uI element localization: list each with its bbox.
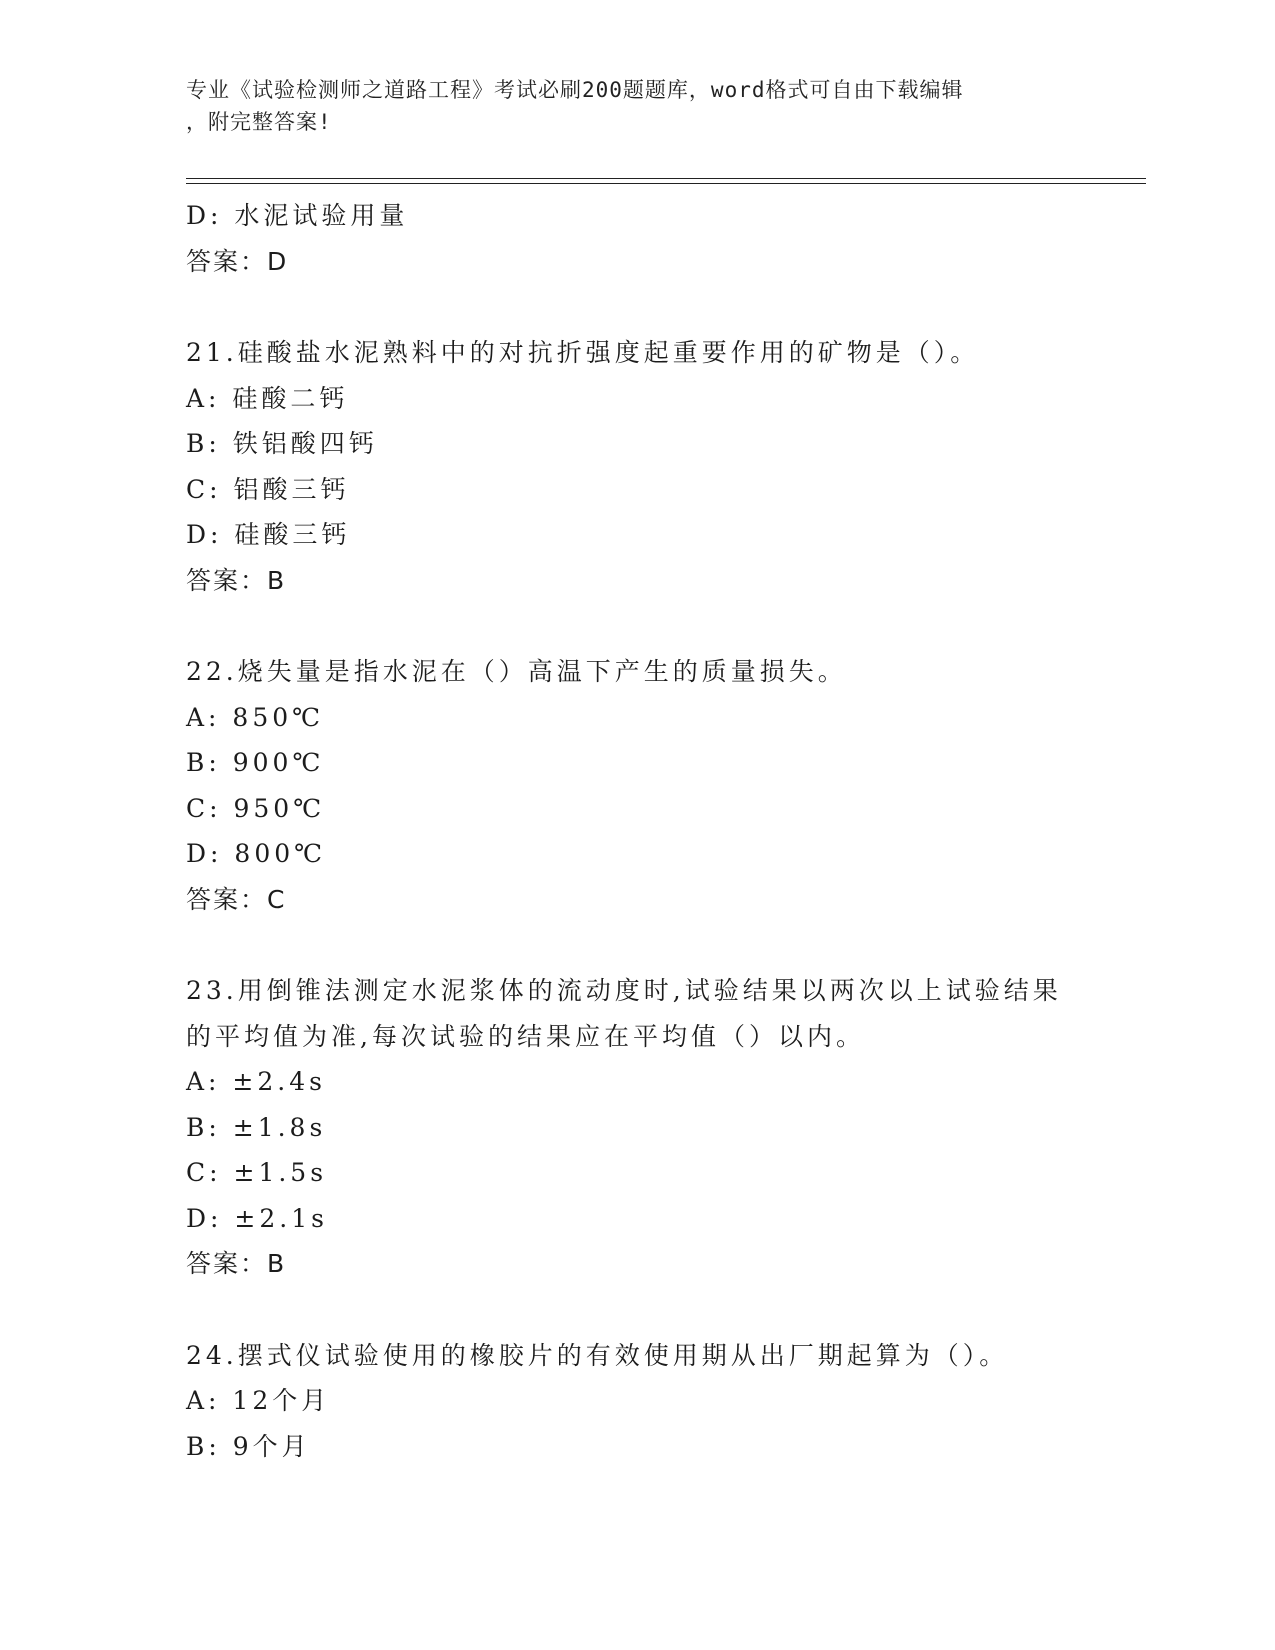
page-header bbox=[186, 74, 1066, 138]
option-a: A: ±2.4s bbox=[186, 1067, 326, 1096]
option-c: C: ±1.5s bbox=[186, 1158, 328, 1187]
option-c: C: 950℃ bbox=[186, 793, 326, 823]
question-list bbox=[186, 193, 1086, 1469]
spacer bbox=[186, 922, 1086, 968]
option-d: D: 800℃ bbox=[186, 839, 327, 868]
question-block bbox=[186, 330, 1086, 603]
answer-line: 答案：B bbox=[186, 565, 287, 595]
spacer bbox=[186, 284, 1086, 330]
header-title-line-2: ，附完整答案! bbox=[186, 110, 332, 134]
header-divider-top bbox=[186, 178, 1146, 179]
header-divider-bottom bbox=[186, 183, 1146, 184]
spacer bbox=[186, 1287, 1086, 1333]
question-stem-line-1: 23.用倒锥法测定水泥浆体的流动度时,试验结果以两次以上试验结果 bbox=[186, 976, 1062, 1005]
answer-line: 答案：C bbox=[186, 884, 287, 914]
option-c: C: 铝酸三钙 bbox=[186, 474, 350, 504]
spacer bbox=[186, 603, 1086, 649]
question-block bbox=[186, 649, 1086, 922]
question-block bbox=[186, 1333, 1086, 1470]
question-block bbox=[186, 968, 1086, 1287]
answer-line: 答案：B bbox=[186, 1249, 287, 1278]
option-b: B: 900℃ bbox=[186, 748, 325, 777]
option-a: A: 硅酸二钙 bbox=[186, 383, 349, 413]
option-b: B: 9个月 bbox=[186, 1431, 311, 1461]
option-d: D: 硅酸三钙 bbox=[186, 520, 351, 549]
question-stem: 24.摆式仪试验使用的橡胶片的有效使用期从出厂期起算为（）。 bbox=[186, 1340, 1009, 1370]
option-a: A: 850℃ bbox=[186, 702, 325, 732]
header-title-line-1: 专业《试验检测师之道路工程》考试必刷200题题库，word格式可自由下载编辑 bbox=[186, 78, 964, 102]
question-stem-line-2: 的平均值为准,每次试验的结果应在平均值（）以内。 bbox=[186, 1021, 865, 1051]
question-stem: 22.烧失量是指水泥在（）高温下产生的质量损失。 bbox=[186, 657, 847, 686]
option-d: D: ±2.1s bbox=[186, 1203, 328, 1233]
option-b: B: ±1.8s bbox=[186, 1112, 327, 1142]
option-b: B: 铁铝酸四钙 bbox=[186, 429, 378, 458]
option-a: A: 12个月 bbox=[186, 1386, 331, 1415]
answer-line: 答案：D bbox=[186, 246, 289, 276]
option-d: D: 水泥试验用量 bbox=[186, 201, 409, 230]
question-stem: 21.硅酸盐水泥熟料中的对抗折强度起重要作用的矿物是（）。 bbox=[186, 338, 980, 367]
